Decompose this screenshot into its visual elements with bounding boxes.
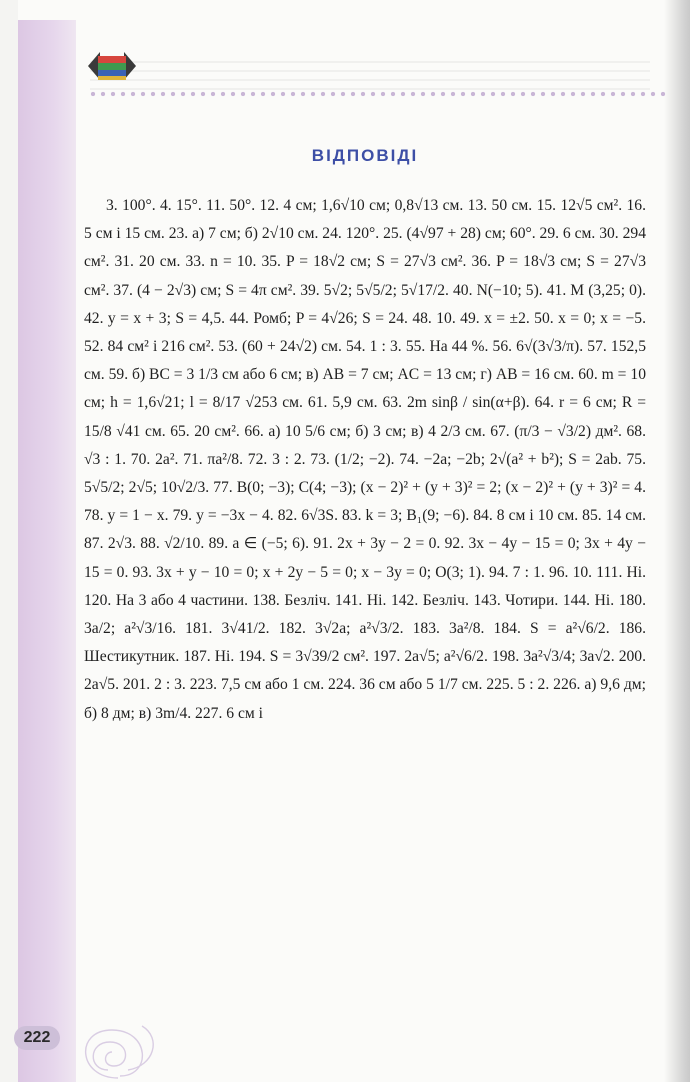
section-heading: ВІДПОВІДІ: [311, 146, 419, 165]
swirl-ornament-icon: [58, 1000, 168, 1082]
answers-text: [84, 192, 646, 728]
dotted-divider: [88, 90, 668, 98]
lilac-margin-band: [18, 20, 76, 1082]
page-number: 222: [14, 1026, 60, 1050]
book-emblem-icon: [86, 46, 138, 86]
bleed-through: [90, 60, 650, 90]
answers-paragraph: 3. 100°. 4. 15°. 11. 50°. 12. 4 см; 1,6√10 см; 0,8√13 см. 13. 50 см. 15. 12√5 см². 16. 5 см і 15 см. 23. а) 7 см; б) 2√10 см. 24. 120°. 25. (4√97 + 28) см; 60°. 29. 6 см. 30. 294 см². 31. 20 см. 33. n = 10. 35. P = 18√2 см; S = 27√3 см². 36. P = 18√3 см; S = 27√3 см². 37. (4 − 2√3) см; S = 4π см². 39. 5√2; 5√5/2; 5√17/2. 40. N(−10; 5). 41. M (3,25; 0). 42. y = x + 3; S = 4,5. 44. Ромб; P = 4√26; S = 24. 48. 10. 49. x = ±2. 50. x = 0; x = −5. 52. 84 см² і 216 см². 53. (60 + 24√2) см. 54. 1 : 3. 55. На 44 %. 56. 6√(3√3/π). 57. 152,5 см. 59. б) BC = 3 1/3 см або 6 см; в) AB = 7 см; AC = 13 см; г) AB = 16 см. 60. m = 10 см; h = 1,6√21; l = 8/17 √253 см. 61. 5,9 см. 63. 2m sinβ / sin(α+β). 64. r = 6 см; R = 15/8 √41 см. 65. 20 см². 66. а) 10 5/6 см; б) 3 см; в) 4 2/3 см. 67. (π/3 − √3/2) дм². 68. √3 : 1. 70. 2a². 71. πa²/8. 72. 3 : 2. 73. (1/2; −2). 74. −2a; −2b; 2√(a² + b²); S = 2ab. 75. 5√5/2; 2√5; 10√2/3. 77. B(0; −3); C(4; −3); (x − 2)² + (y + 3)² = 2; (x − 2)² + (y + 3)² = 4. 78. y = 1 − x. 79. y = −3x − 4. 82. 6√3S. 83. k = 3; B₁(9; −6). 84. 8 см і 10 см. 85. 14 см. 87. 2√3. 88. √2/10. 89. a ∈ (−5; 6). 91. 2x + 3y − 2 = 0. 92. 3x − 4y − 15 = 0; 3x + 4y − 15 = 0. 93. 3x + y − 10 = 0; x + 2y − 5 = 0; x − 3y = 0; O(3; 1). 94. 7 : 1. 96. 10. 111. Ні. 120. На 3 або 4 частини. 138. Безліч. 141. Ні. 142. Безліч. 143. Чотири. 144. Ні. 180. 3a/2; a²√3/16. 181. 3√41/2. 182. 3√2a; a²√3/2. 183. 3a²/8. 184. S = a²√6/2. 186. Шестикутник. 187. Ні. 194. S = 3√39/2 см². 197. 2a√5; a²√6/2. 198. 3a²√3/4; 3a√2. 200. 2a√5. 201. 2 : 3. 223. 7,5 см або 1 см. 224. 36 см або 5 1/7 см. 225. 5 : 2. 226. а) 9,6 дм; б) 8 дм; в) 3m/4. 227. 6 см і: [84, 197, 646, 722]
